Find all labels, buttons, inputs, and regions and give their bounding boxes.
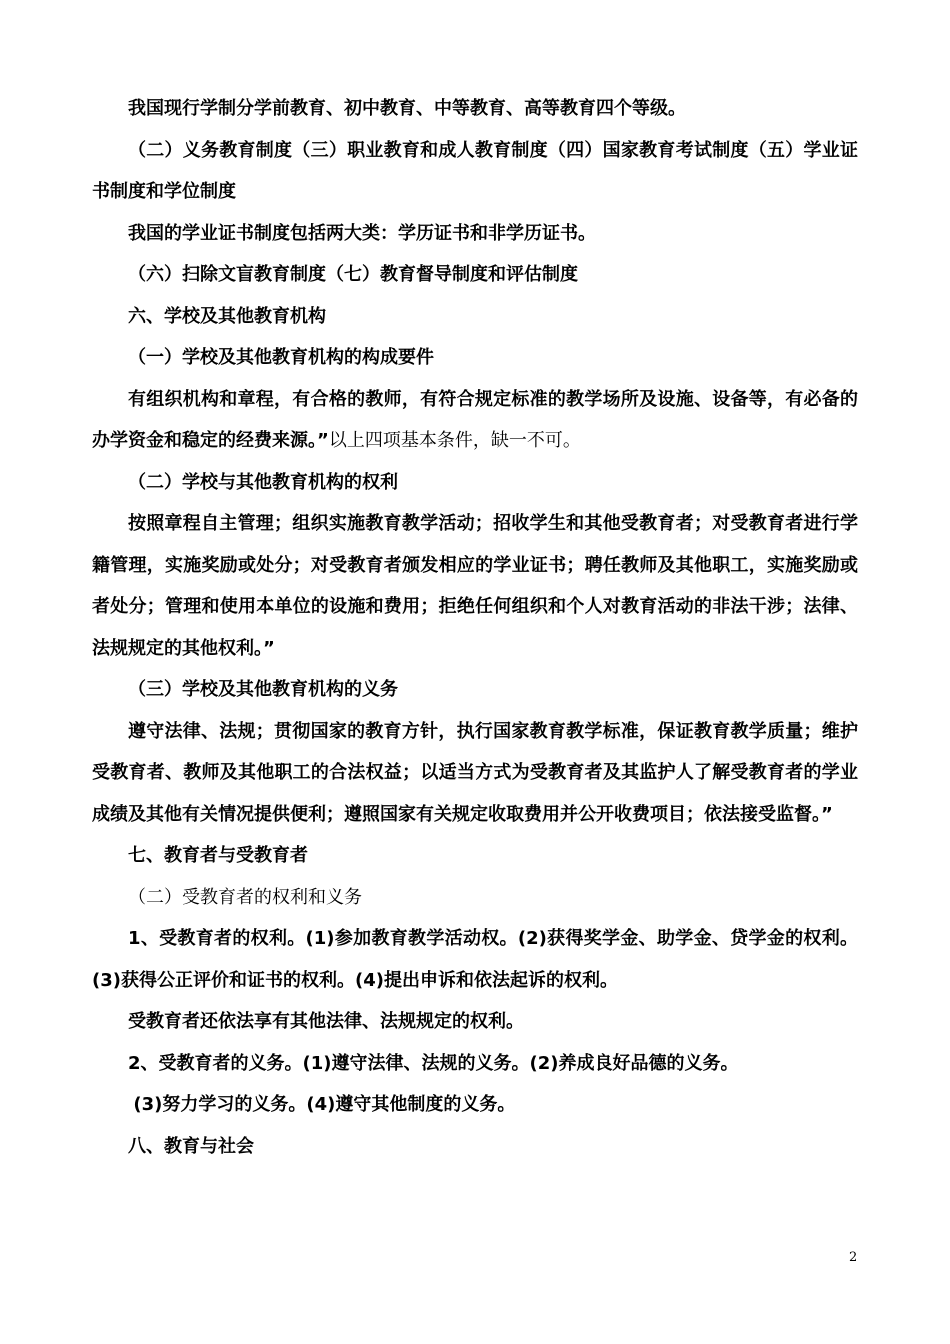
heading-school-obligations: （三）学校及其他教育机构的义务 <box>128 679 398 700</box>
paragraph-school-obligations: 遵守法律、法规；贯彻国家的教育方针，执行国家教育教学标准，保证教育教学质量；维护受教育者、教师及其他职工的合法权益；以适当方式为受教育者及其监护人了解受教育者的学业成绩及其他有关情况提供便利；遵照国家有关规定收取费用并公开收费项目；依法接受监督。” <box>92 720 858 825</box>
heading-student-rights-obligations: （二）受教育者的权利和义务 <box>128 886 362 908</box>
paragraph-student-obligations-cont: (3)努力学习的义务。(4)遵守其他制度的义务。 <box>133 1094 516 1115</box>
page-number: 2 <box>849 1250 858 1265</box>
heading-section-eight: 八、教育与社会 <box>128 1135 254 1157</box>
heading-school-rights: （二）学校与其他教育机构的权利 <box>128 471 398 493</box>
paragraph-school-system: 我国现行学制分学前教育、初中教育、中等教育、高等教育四个等级。 <box>128 98 686 119</box>
heading-section-six: 六、学校及其他教育机构 <box>128 305 326 327</box>
paragraph-school-rights: 按照章程自主管理；组织实施教育教学活动；招收学生和其他受教育者；对受教育者进行学籍管理，实施奖励或处分；对受教育者颁发相应的学业证书；聘任教师及其他职工，实施奖励或者处分；管理和使用本单位的设施和费用；拒绝任何组织和个人对教育活动的非法干涉；法律、法规规定的其他权利。” <box>92 513 858 659</box>
paragraph-literacy-supervision: （六）扫除文盲教育制度（七）教育督导制度和评估制度 <box>128 264 578 285</box>
heading-constituent-elements: （一）学校及其他教育机构的构成要件 <box>128 347 434 368</box>
heading-section-seven: 七、教育者与受教育者 <box>128 845 308 866</box>
paragraph-other-rights: 受教育者还依法享有其他法律、法规规定的权利。 <box>128 1011 524 1032</box>
paragraph-student-obligations: 2、受教育者的义务。(1)遵守法律、法规的义务。(2)养成良好品德的义务。 <box>128 1052 739 1074</box>
paragraph-student-rights: 1、受教育者的权利。(1)参加教育教学活动权。(2)获得奖学金、助学金、贷学金的权利。(3)获得公正评价和证书的权利。(4)提出申诉和依法起诉的权利。 <box>92 928 858 991</box>
paragraph-education-systems: （二）义务教育制度（三）职业教育和成人教育制度（四）国家教育考试制度（五）学业证书制度和学位制度 <box>92 139 858 202</box>
paragraph-certificate-system: 我国的学业证书制度包括两大类：学历证书和非学历证书。 <box>128 222 596 244</box>
conditions-bold-text: 有组织机构和章程，有合格的教师，有符合规定标准的教学场所及设施、设备等，有必备的办学资金和稳定的经费来源。” <box>92 388 858 451</box>
conditions-normal-text: 以上四项基本条件，缺一不可。 <box>328 430 581 451</box>
paragraph-constituent-conditions <box>92 379 858 462</box>
